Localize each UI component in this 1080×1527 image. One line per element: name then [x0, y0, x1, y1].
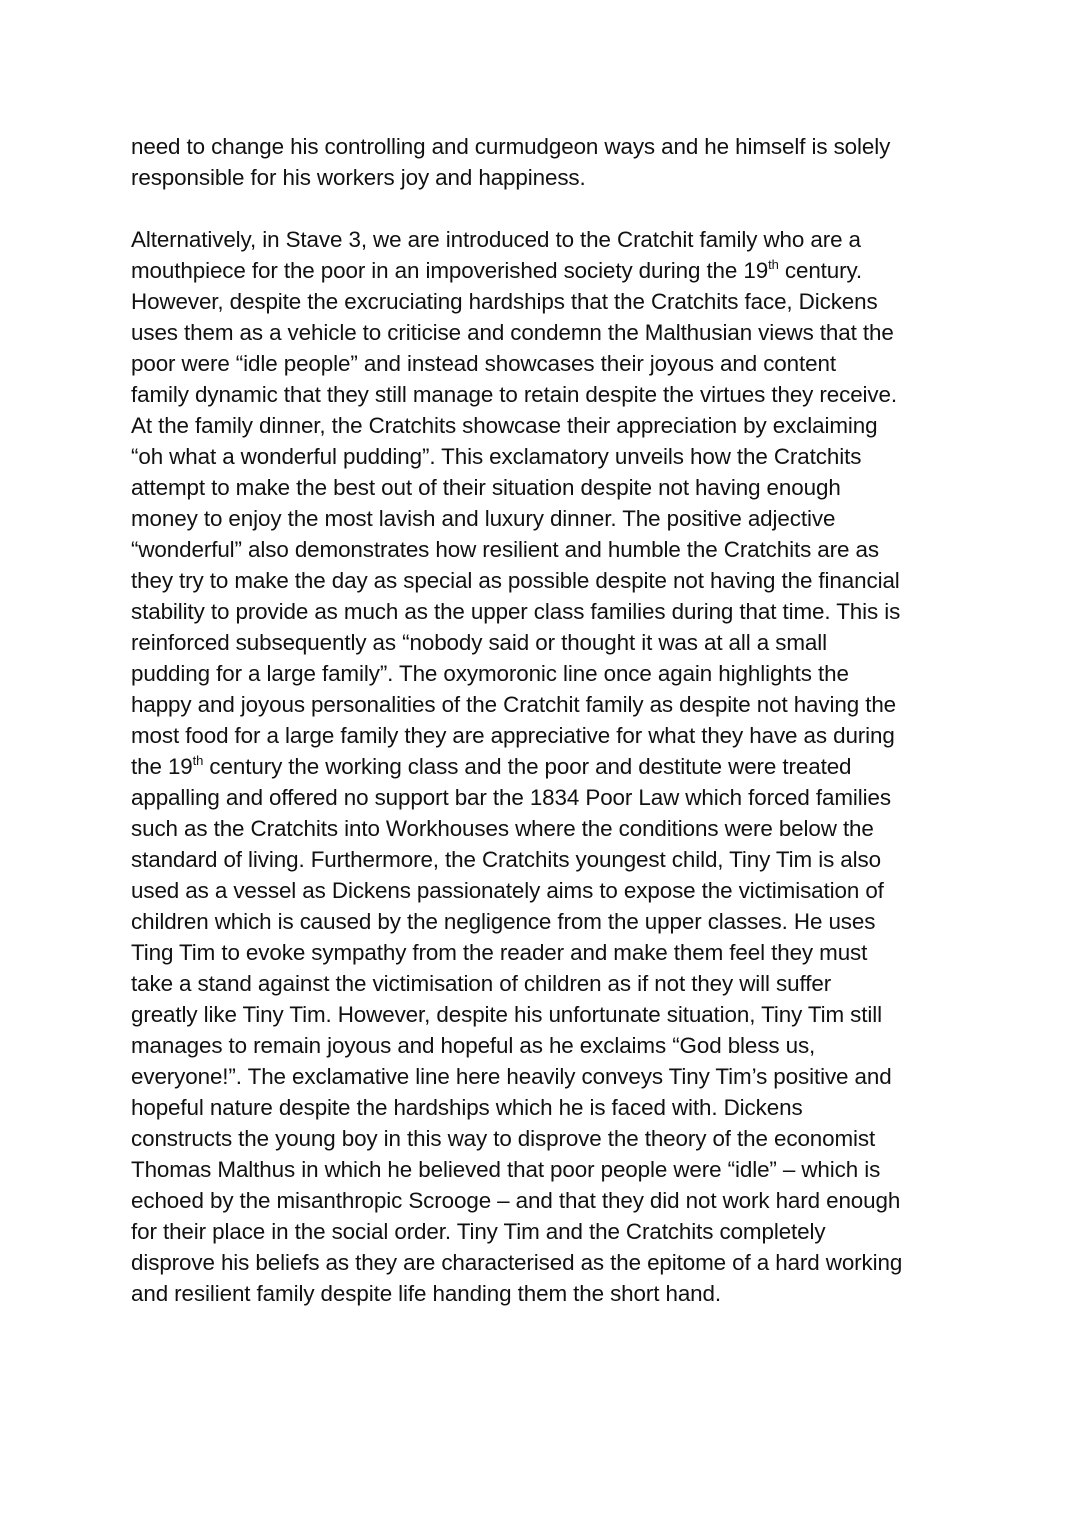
text-line: Alternatively, in Stave 3, we are introduced to the Cratchit family who are a — [131, 227, 861, 252]
text-line: most food for a large family they are appreciative for what they have as during — [131, 723, 895, 748]
text-line: happy and joyous personalities of the Cratchit family as despite not having the — [131, 692, 897, 717]
document-body — [131, 131, 961, 1309]
text-line: manages to remain joyous and hopeful as he exclaims “God bless us, — [131, 1033, 816, 1058]
text-line: used as a vessel as Dickens passionately aims to expose the victimisation of — [131, 878, 884, 903]
text-line: money to enjoy the most lavish and luxury dinner. The positive adjective — [131, 506, 836, 531]
text-line: At the family dinner, the Cratchits showcase their appreciation by exclaiming — [131, 413, 878, 438]
text-line: uses them as a vehicle to criticise and condemn the Malthusian views that the — [131, 320, 894, 345]
text-line: standard of living. Furthermore, the Cratchits youngest child, Tiny Tim is also — [131, 847, 881, 872]
text-line: need to change his controlling and curmudgeon ways and he himself is solely — [131, 134, 891, 159]
text-line: hopeful nature despite the hardships which he is faced with. Dickens — [131, 1095, 803, 1120]
superscript: th — [768, 257, 779, 272]
text-line: reinforced subsequently as “nobody said or thought it was at all a small — [131, 630, 828, 655]
text-segment: century the working class and the poor and destitute were treated — [203, 754, 852, 779]
text-line: poor were “idle people” and instead showcases their joyous and content — [131, 351, 836, 376]
paragraph-gap — [131, 193, 961, 224]
text-line: responsible for his workers joy and happiness. — [131, 165, 586, 190]
text-line: such as the Cratchits into Workhouses where the conditions were below the — [131, 816, 874, 841]
text-line: appalling and offered no support bar the 1834 Poor Law which forced families — [131, 785, 891, 810]
text-line: However, despite the excruciating hardships that the Cratchits face, Dickens — [131, 289, 878, 314]
text-line: constructs the young boy in this way to disprove the theory of the economist — [131, 1126, 876, 1151]
text-line — [131, 255, 961, 286]
text-segment: the 19 — [131, 754, 193, 779]
text-line: echoed by the misanthropic Scrooge – and that they did not work hard enough — [131, 1188, 901, 1213]
text-line: “wonderful” also demonstrates how resilient and humble the Cratchits are as — [131, 537, 879, 562]
paragraph-1 — [131, 131, 961, 193]
text-line: family dynamic that they still manage to retain despite the virtues they receive. — [131, 382, 897, 407]
text-line: everyone!”. The exclamative line here heavily conveys Tiny Tim’s positive and — [131, 1064, 892, 1089]
text-line: attempt to make the best out of their situation despite not having enough — [131, 475, 841, 500]
text-segment: century. — [778, 258, 863, 283]
text-line: greatly like Tiny Tim. However, despite his unfortunate situation, Tiny Tim still — [131, 1002, 883, 1027]
text-line: disprove his beliefs as they are characterised as the epitome of a hard working — [131, 1250, 903, 1275]
paragraph-2 — [131, 224, 961, 1309]
text-line — [131, 751, 961, 782]
text-line: take a stand against the victimisation of children as if not they will suffer — [131, 971, 832, 996]
text-line: Ting Tim to evoke sympathy from the reader and make them feel they must — [131, 940, 868, 965]
superscript: th — [192, 753, 204, 768]
text-line: and resilient family despite life handing them the short hand. — [131, 1281, 721, 1306]
text-line: children which is caused by the negligence from the upper classes. He uses — [131, 909, 876, 934]
text-line: for their place in the social order. Tiny Tim and the Cratchits completely — [131, 1219, 826, 1244]
text-line: they try to make the day as special as possible despite not having the financial — [131, 568, 900, 593]
text-line: Thomas Malthus in which he believed that poor people were “idle” – which is — [131, 1157, 881, 1182]
text-line: pudding for a large family”. The oxymoronic line once again highlights the — [131, 661, 849, 686]
text-segment: mouthpiece for the poor in an impoverished society during the 19 — [131, 258, 769, 283]
text-line: “oh what a wonderful pudding”. This exclamatory unveils how the Cratchits — [131, 444, 862, 469]
text-line: stability to provide as much as the upper class families during that time. This is — [131, 599, 901, 624]
